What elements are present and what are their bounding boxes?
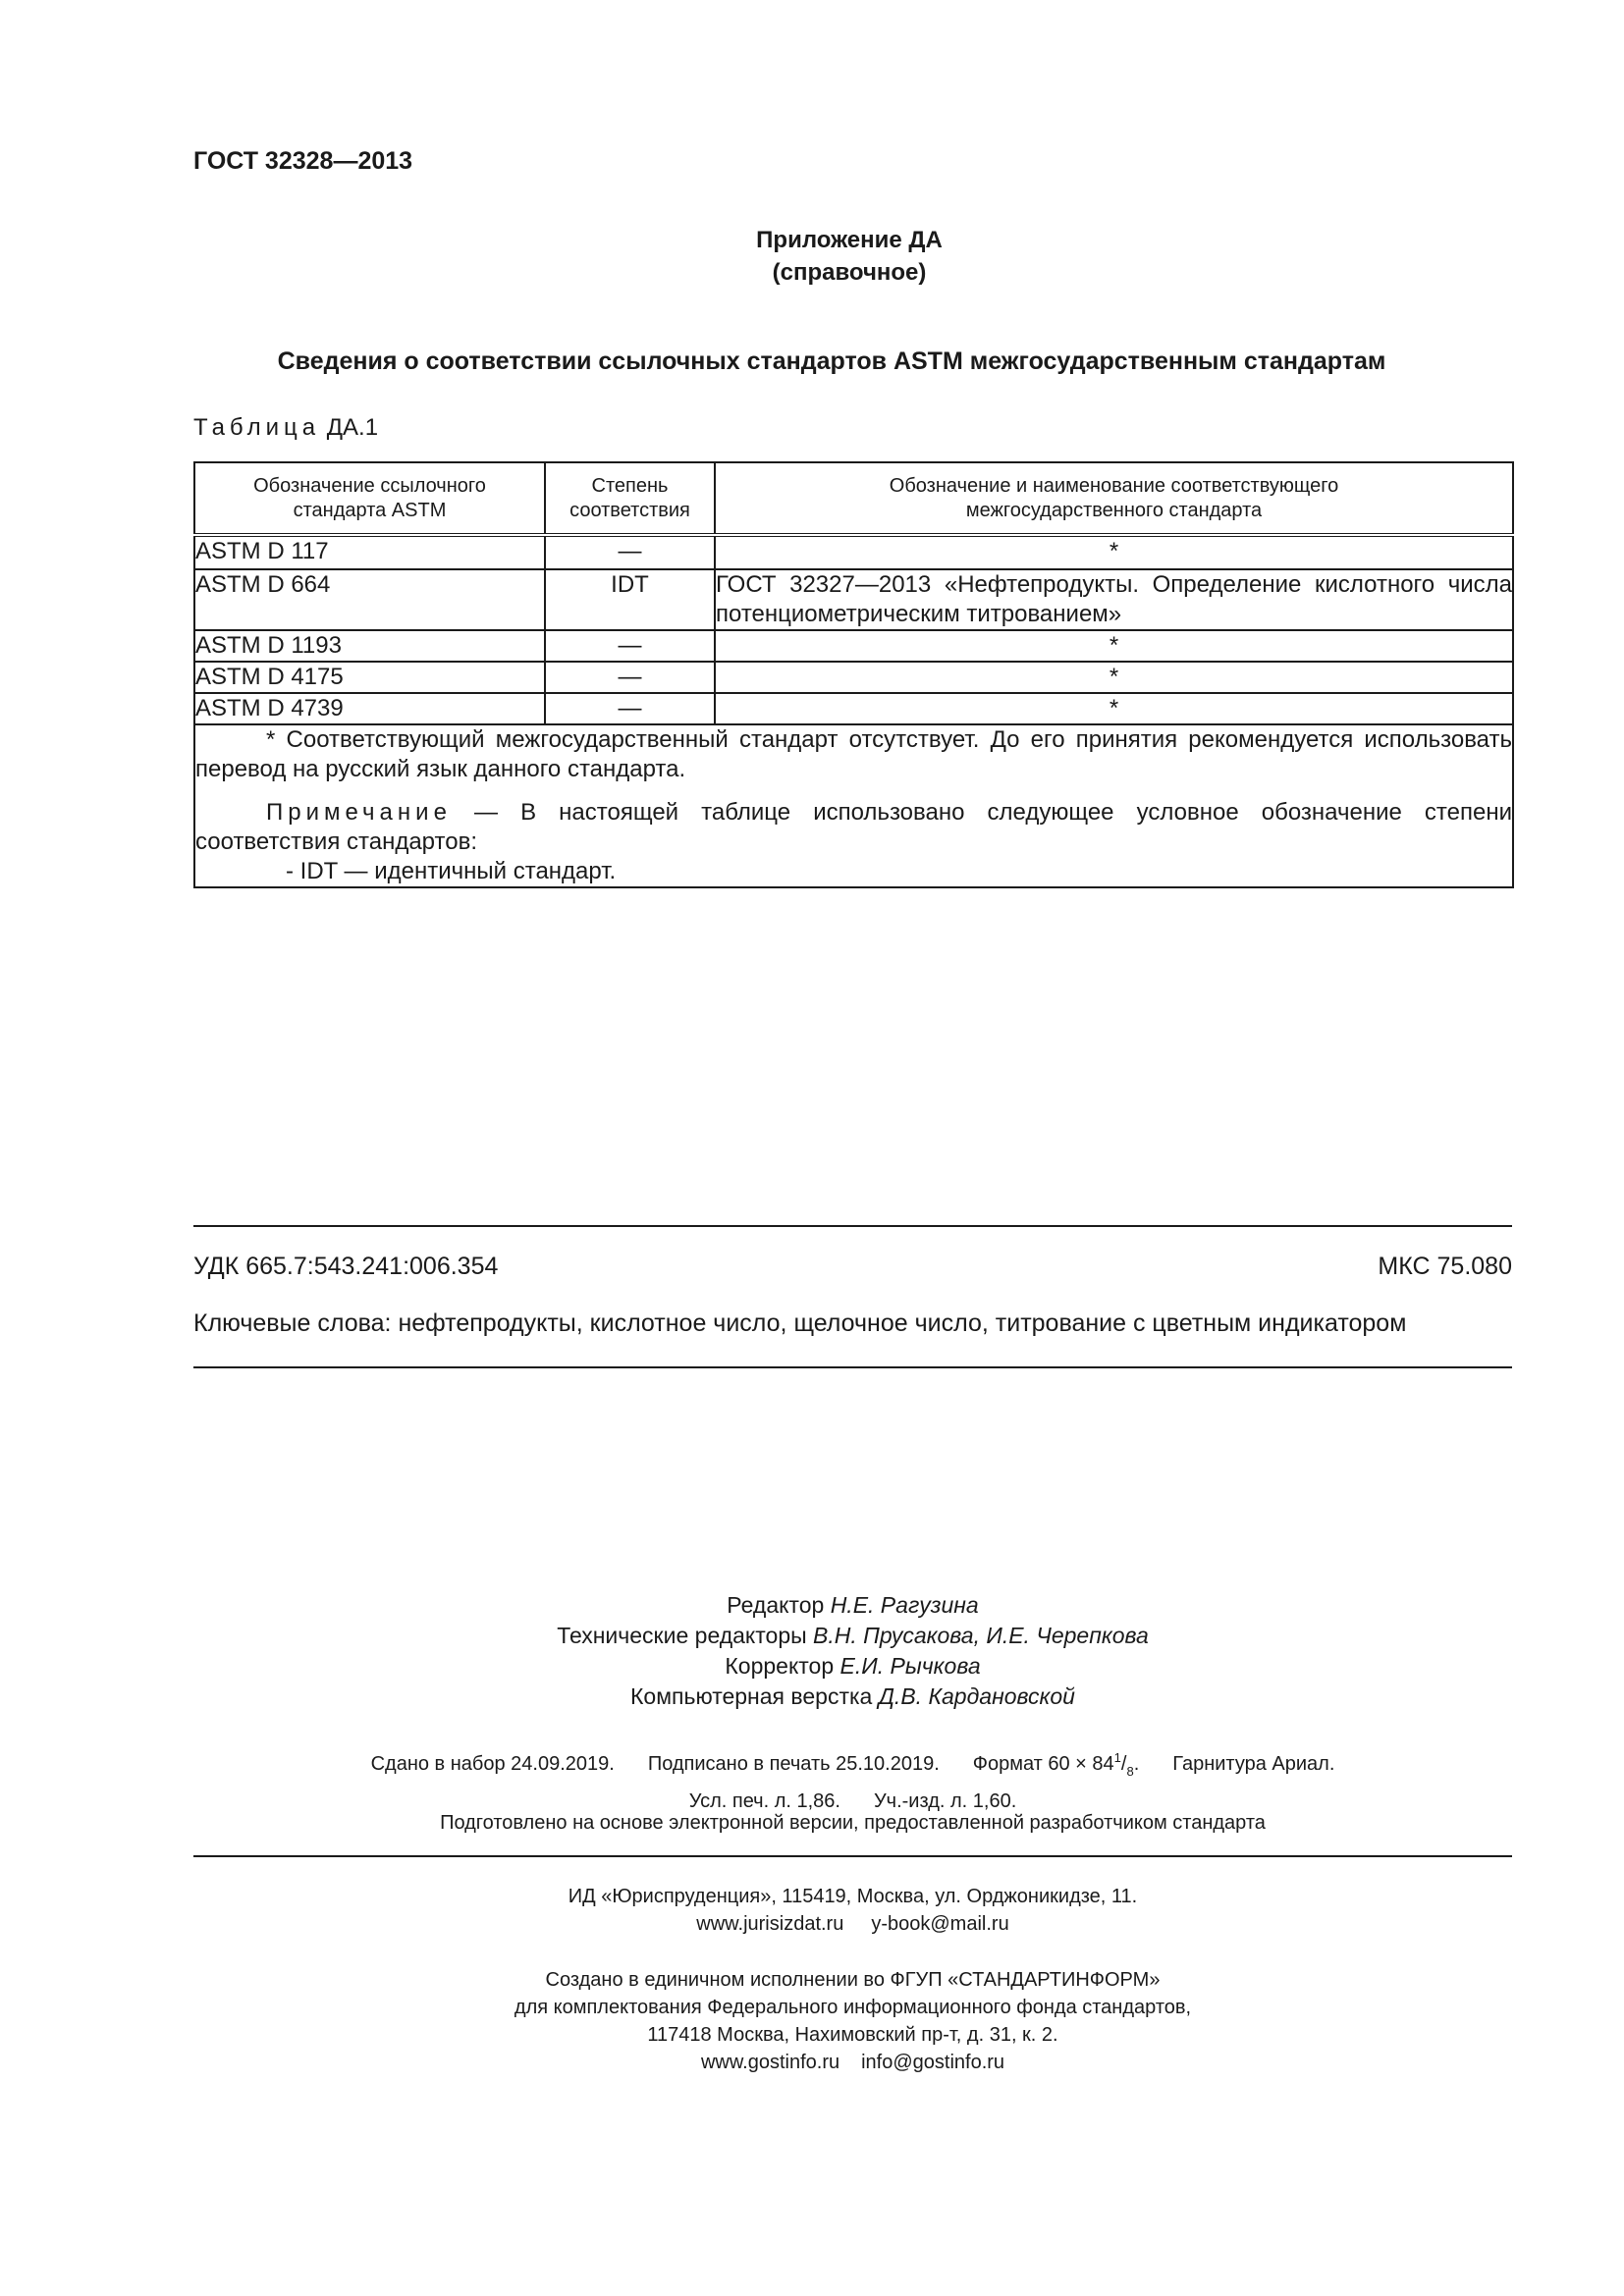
cell-standard: * (715, 630, 1513, 662)
print-sheets: Усл. печ. л. 1,86. (688, 1790, 840, 1812)
table-row (194, 693, 1513, 724)
cell-ref: ASTM D 664 (194, 569, 545, 630)
format-denominator: 8 (1126, 1764, 1134, 1779)
cell-ref: ASTM D 4739 (194, 693, 545, 724)
table-footnote: * Соответствующий межгосударственный стандарт отсутствует. До его принятия рекомендуется использовать перевод на русский язык данного стандарта. (195, 726, 1512, 782)
note-label: Примечание (266, 799, 452, 826)
publisher-address: ИД «Юриспруденция», 115419, Москва, ул. Орджоникидзе, 11. (568, 1886, 1138, 1907)
cell-ref: ASTM D 117 (194, 535, 545, 569)
publisher-sheets: Уч.-изд. л. 1,60. (873, 1790, 1017, 1812)
layout-label: Компьютерная верстка (630, 1683, 873, 1709)
print-info (193, 1742, 1512, 1817)
cell-degree: — (545, 630, 715, 662)
signed-date: Подписано в печать 25.10.2019. (647, 1753, 940, 1775)
format-numerator: 1 (1113, 1750, 1121, 1765)
section-title: Сведения о соответствии ссылочных стандартов ASTM межгосударственным стандартам (277, 347, 1386, 375)
divider (193, 1855, 1512, 1857)
publisher-email-link[interactable]: y-book@mail.ru (871, 1913, 1009, 1935)
udk-code: УДК 665.7:543.241:006.354 (193, 1253, 499, 1280)
creator-info (193, 1966, 1512, 2076)
table-row (194, 630, 1513, 662)
appendix-subtitle: (справочное) (772, 259, 927, 286)
editor-name: Н.Е. Рагузина (830, 1592, 979, 1618)
tech-editors-names: В.Н. Прусакова, И.Е. Черепкова (813, 1623, 1149, 1648)
publisher-contacts (193, 1910, 1512, 1938)
table-caption-number: ДА.1 (326, 414, 379, 441)
cell-standard: * (715, 535, 1513, 569)
cell-standard: * (715, 662, 1513, 693)
cell-ref: ASTM D 4175 (194, 662, 545, 693)
publisher-info (193, 1883, 1512, 1938)
creator-line1: Создано в единичном исполнении во ФГУП «СТАНДАРТИНФОРМ» (545, 1969, 1161, 1991)
cell-degree: IDT (545, 569, 715, 630)
column-header-standard: Обозначение и наименование соответствующего межгосударственного стандарта (715, 462, 1513, 535)
cell-standard: ГОСТ 32327—2013 «Нефтепродукты. Определение кислотного числа потенциометрическим титрованием» (715, 569, 1513, 630)
column-header-ref: Обозначение ссылочного стандарта ASTM (194, 462, 545, 535)
submitted-date: Сдано в набор 24.09.2019. (370, 1753, 615, 1775)
editor-label: Редактор (727, 1592, 825, 1618)
cell-degree: — (545, 693, 715, 724)
table-footer (194, 724, 1513, 887)
creator-site-link[interactable]: www.gostinfo.ru (700, 2052, 840, 2073)
corrector-line (193, 1651, 1512, 1682)
keywords: Ключевые слова: нефтепродукты, кислотное число, щелочное число, титрование с цветным индикатором (193, 1309, 1407, 1337)
creator-address: 117418 Москва, Нахимовский пр-т, д. 31, к. 2. (647, 2024, 1058, 2046)
corrector-label: Корректор (725, 1653, 835, 1679)
table-header-row (194, 462, 1513, 535)
publisher-site-link[interactable]: www.jurisizdat.ru (696, 1913, 844, 1935)
layout-name: Д.В. Кардановской (878, 1683, 1075, 1709)
divider (193, 1366, 1512, 1368)
document-code: ГОСТ 32328—2013 (193, 147, 413, 175)
preparation-note: Подготовлено на основе электронной версии, предоставленной разработчиком стандарта (440, 1812, 1266, 1834)
creator-line2: для комплектования Федерального информационного фонда стандартов, (514, 1997, 1192, 2018)
cell-ref: ASTM D 1193 (194, 630, 545, 662)
table-note (195, 798, 1512, 857)
cell-standard: * (715, 693, 1513, 724)
table-row (194, 569, 1513, 630)
column-header-degree: Степень соответствия (545, 462, 715, 535)
format (972, 1750, 1140, 1779)
note-item: - IDT — идентичный стандарт. (286, 858, 617, 884)
layout-line (193, 1682, 1512, 1712)
appendix-title: Приложение ДА (756, 227, 943, 253)
creator-contacts (193, 2049, 1512, 2076)
typeface: Гарнитура Ариал. (1172, 1753, 1335, 1775)
table-footer-row (194, 724, 1513, 887)
table-caption-word: Таблица (193, 414, 321, 441)
table-row (194, 535, 1513, 569)
divider (193, 1225, 1512, 1227)
format-prefix: Формат 60 × 84 (972, 1753, 1114, 1775)
table-row (194, 662, 1513, 693)
format-suffix: . (1133, 1753, 1140, 1775)
cell-degree: — (545, 662, 715, 693)
appendix-heading (0, 224, 1624, 289)
credits (193, 1590, 1512, 1712)
note-text: — В настоящей таблице использовано следующее условное обозначение степени соответствия стандартов: (195, 799, 1513, 855)
tech-editors-line (193, 1621, 1512, 1651)
corrector-name: Е.И. Рычкова (839, 1653, 981, 1679)
print-info-line1 (193, 1742, 1512, 1787)
table-caption (193, 414, 378, 442)
mks-code: МКС 75.080 (1378, 1253, 1512, 1280)
creator-email-link[interactable]: info@gostinfo.ru (861, 2052, 1005, 2073)
editor-line (193, 1590, 1512, 1621)
format-separator: / (1120, 1753, 1127, 1775)
tech-editors-label: Технические редакторы (557, 1623, 807, 1648)
cell-degree: — (545, 535, 715, 569)
correspondence-table (193, 461, 1514, 888)
